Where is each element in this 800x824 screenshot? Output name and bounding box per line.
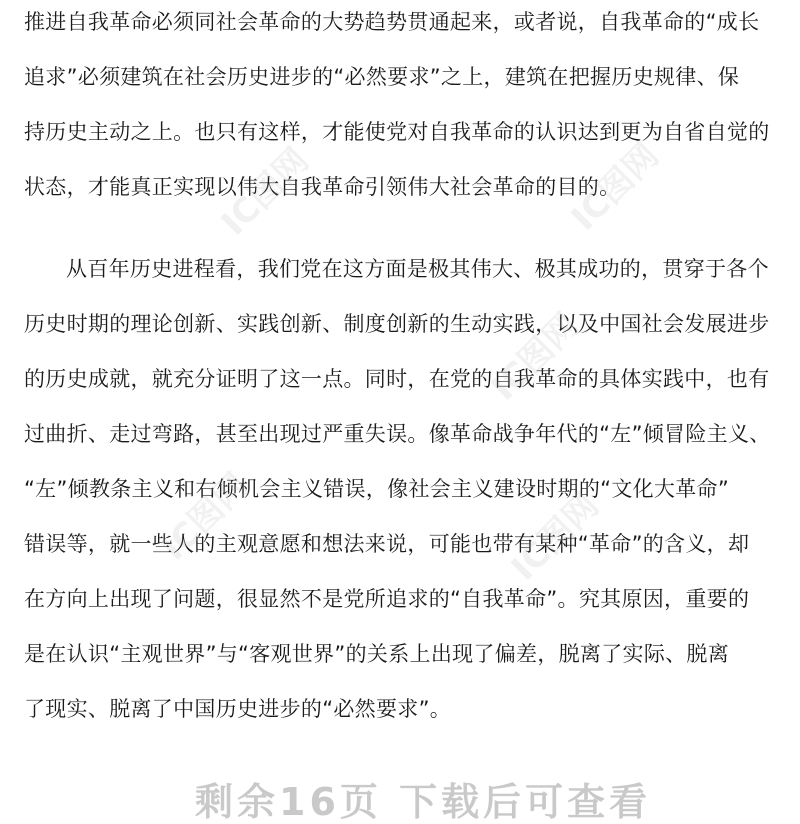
watermark: IC图网 xyxy=(563,135,667,239)
paragraph-2-line-2: 历史时期的理论创新、实践创新、制度创新的生动实践，以及中国社会发展进步 xyxy=(24,312,770,336)
watermark: IC图网 xyxy=(483,305,587,409)
paragraph-1-line-2: 追求”必须建筑在社会历史进步的“必然要求”之上，建筑在把握历史规律、保 xyxy=(24,65,740,89)
download-banner-text[interactable]: 剩余16页 下载后可查看 xyxy=(195,780,652,824)
paragraph-2-line-1: 从百年历史进程看，我们党在这方面是极其伟大、极其成功的，贯穿于各个 xyxy=(66,257,769,281)
paragraph-2-line-8: 是在认识“主观世界”与“客观世界”的关系上出现了偏差，脱离了实际、脱离 xyxy=(24,642,730,666)
paragraph-1-line-1: 推进自我革命必须同社会革命的大势趋势贯通起来，或者说，自我革命的“成长 xyxy=(24,10,760,34)
paragraph-1-line-4: 状态，才能真正实现以伟大自我革命引领伟大社会革命的目的。 xyxy=(24,175,621,199)
download-banner[interactable] xyxy=(0,780,800,824)
paragraph-2-line-9: 了现实、脱离了中国历史进步的“必然要求”。 xyxy=(24,697,452,721)
paragraph-2-line-3: 的历史成就，就充分证明了这一点。同时，在党的自我革命的具体实践中，也有 xyxy=(24,367,770,391)
watermark: IC图网 xyxy=(153,465,257,569)
paragraph-2-line-4: 过曲折、走过弯路，甚至出现过严重失误。像革命战争年代的“左”倾冒险主义、 xyxy=(24,422,771,446)
watermark: IC图网 xyxy=(213,140,317,244)
watermark: IC图网 xyxy=(503,485,607,589)
paragraph-2-line-5: “左”倾教条主义和右倾机会主义错误，像社会主义建设时期的“文化大革命” xyxy=(24,477,730,501)
paragraph-1-line-3: 持历史主动之上。也只有这样，才能使党对自我革命的认识达到更为自省自觉的 xyxy=(24,120,770,144)
paragraph-2-line-7: 在方向上出现了问题，很显然不是党所追求的“自我革命”。究其原因，重要的 xyxy=(24,587,750,611)
paragraph-2-line-6: 错误等，就一些人的主观意愿和想法来说，可能也带有某种“革命”的含义，却 xyxy=(24,532,750,556)
